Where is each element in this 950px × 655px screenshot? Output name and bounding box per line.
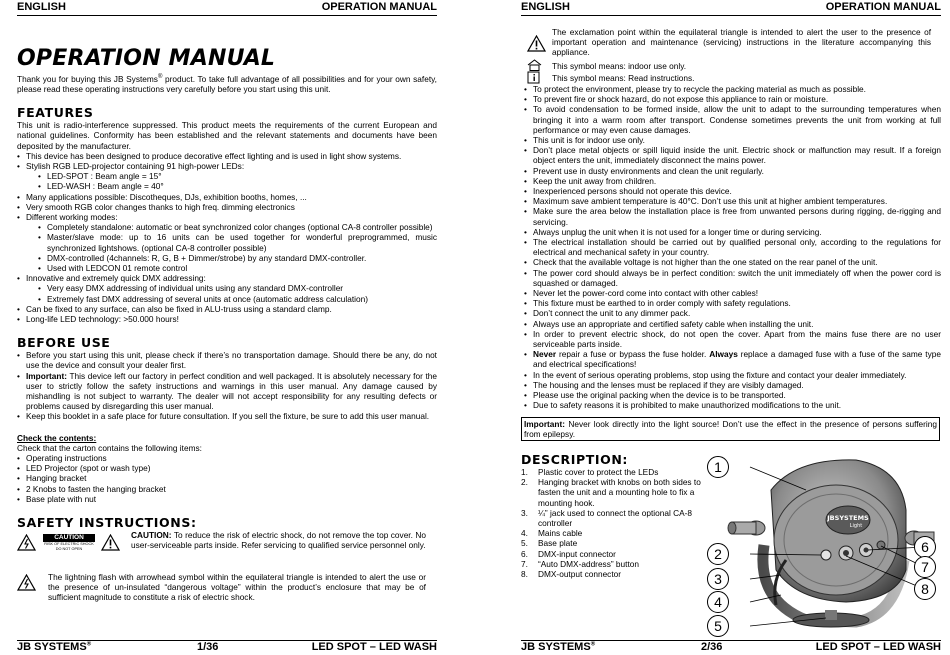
description-item: 6. DMX-input connector [521, 548, 616, 559]
list-item: • LED-SPOT : Beam angle = 15° [38, 171, 437, 181]
right-page [521, 0, 941, 654]
indoor-block [521, 59, 941, 71]
lightning-text: The lightning flash with arrowhead symbol within the equilateral triangle is intended to alert the use or the presence of un-insulated “dangerous voltage” within the product’s enclosure that may be of sufficient magnitude to constitute a risk of electric shock. [48, 572, 426, 603]
list-item: • To protect the environment, please try to recycle the packing material as much as possible. [524, 84, 941, 94]
read-block [521, 71, 941, 84]
read-text: This symbol means: Read instructions. [552, 73, 695, 83]
list-item: • Operating instructions [17, 453, 437, 463]
page-header [17, 1, 437, 15]
list-item: • Base plate with nut [17, 494, 437, 504]
features-intro: This unit is radio-interference suppressed. This product meets the requirements of the current European and national guidelines. Conformity has been established and the relevant statements and documents have been deposited by the manufacturer. [17, 120, 437, 151]
list-item: • Master/slave mode: up to 16 units can be used together for wonderful preprogrammed, music synchronized lightshows. (optional CA-8 controller possible) [38, 232, 437, 252]
callout-7: 7 [914, 556, 936, 578]
list-item: • The electrical installation should be carried out by qualified personal only, according to the regulations for electrical and mechanical safety in your country. [524, 237, 941, 257]
left-page [17, 0, 437, 654]
list-item: • Due to safety reasons it is prohibited to make unauthorized modifications to the unit. [524, 400, 941, 410]
callout-2: 2 [707, 543, 729, 565]
list-item: • Make sure the area below the installation place is free from unwanted persons during rigging, de-rigging and servicing. [524, 206, 941, 226]
safety-heading: SAFETY INSTRUCTIONS: [17, 515, 197, 531]
page-header [521, 1, 941, 15]
list-item: • To prevent fire or shock hazard, do not expose this appliance to rain or moisture. [524, 94, 941, 104]
list-item: • 2 Knobs to fasten the hanging bracket [17, 484, 437, 494]
features-heading: FEATURES [17, 105, 94, 121]
description-item: 1. Plastic cover to protect the LEDs [521, 467, 659, 477]
list-item: • This fixture must be earthed to in order comply with safety regulations. [524, 298, 941, 308]
footer-page-number: 2/36 [701, 641, 723, 653]
contents-intro: Check that the carton contains the following items: [17, 442, 202, 453]
list-item: • LED-WASH : Beam angle = 40° [38, 181, 437, 191]
description-item: 3. ¼” jack used to connect the optional CA-8 controller [521, 507, 693, 529]
list-item: • Important: This device left our factory in perfect condition and well packaged. It is absolutely necessary for the user to strictly follow the safety instructions and warnings in this user manual. Any damage caused by mishandling is not subject to warranty. The dealer will not accept responsibility for any resulting defects or problems caused by disregarding this user manual. [17, 371, 437, 412]
description-item: 5. Base plate [521, 538, 578, 549]
list-item: • Don’t place metal objects or spill liquid inside the unit. Electric shock or malfunction may result. If a foreign object enters the unit, immediately disconnect the mains power. [524, 145, 941, 165]
exclamation-text: The exclamation point within the equilateral triangle is intended to alert the user to the presence of important operation and maintenance (servicing) instructions in the literature accompanying this appliance. [552, 27, 931, 58]
contents-heading: Check the contents: [17, 432, 97, 443]
header-language: ENGLISH [521, 1, 570, 13]
list-item: • Maximum save ambient temperature is 40°C. Don’t use this unit at higher ambient temperatures. [524, 196, 941, 206]
contents-list [17, 453, 437, 504]
exclamation-warning-icon [527, 35, 546, 52]
page-title: OPERATION MANUAL [17, 46, 276, 71]
list-item: • Very smooth RGB color changes thanks to high freq. dimming electronics [17, 202, 437, 212]
list-item: • Please use the original packing when the device is to be transported. [524, 390, 941, 400]
caution-sub-1: RISK OF ELECTRIC SHOCK [44, 542, 94, 547]
list-item: • Before you start using this unit, please check if there’s no transportation damage. Should there be any, do not use the device and consult your dealer first. [17, 350, 437, 370]
caution-label-block [43, 534, 95, 551]
description-list [521, 467, 701, 579]
header-rule [521, 15, 941, 16]
intro-paragraph: Thank you for buying this JB Systems® product. To take full advantage of all possibilities and for your own safety, please read these operating instructions very carefully before you start using this unit. [17, 73, 437, 94]
list-item: • The housing and the lenses must be replaced if they are visibly damaged. [524, 380, 941, 390]
footer-page-number: 1/36 [197, 641, 219, 653]
product-illustration [726, 450, 946, 640]
list-item: • Never let the power-cord come into contact with other cables! [524, 288, 941, 298]
callout-3: 3 [707, 568, 729, 590]
lightning-warning-icon [17, 534, 36, 551]
list-item: • Always use an appropriate and certified safety cable when installing the unit. [524, 319, 941, 329]
list-item: • Always unplug the unit when it is not used for a longer time or during servicing. [524, 227, 941, 237]
list-item: • Can be fixed to any surface, can also be fixed in ALU-truss using a standard clamp. [17, 304, 437, 314]
list-item: • Keep the unit away from children. [524, 176, 941, 186]
description-item: 2. Hanging bracket with knobs on both sides to fasten the unit and a mounting hole to fix a mounting hook. [521, 477, 701, 508]
description-item: 7. “Auto DMX-address” button [521, 558, 639, 569]
footer-model: LED SPOT – LED WASH [311, 641, 437, 653]
header-title: OPERATION MANUAL [825, 1, 941, 13]
caution-sub-2: DO NOT OPEN [55, 546, 83, 551]
callout-4: 4 [707, 591, 729, 613]
features-list [17, 151, 437, 324]
header-language: ENGLISH [17, 1, 66, 13]
list-item: • Long-life LED technology: >50.000 hours! [17, 314, 437, 324]
list-item: • In the event of serious operating problems, stop using the fixture and contact your dealer immediately. [524, 370, 941, 380]
callout-8: 8 [914, 578, 936, 600]
caution-block [17, 530, 437, 572]
right-content [521, 27, 941, 411]
list-item: • Very easy DMX addressing of individual units using any standard DMX-controller [38, 283, 437, 293]
before-use-list [17, 350, 437, 421]
lightning-block [17, 572, 437, 603]
page-footer [17, 641, 437, 655]
caution-label: CAUTION [43, 534, 95, 542]
important-warning-box: Important: Never look directly into the light source! Don’t use the effect in the presence of persons suffering from epilepsy. [521, 417, 940, 441]
list-item: • Check that the available voltage is not higher than the one stated on the rear panel of the unit. [524, 257, 941, 267]
list-item: • Prevent use in dusty environments and clean the unit regularly. [524, 166, 941, 176]
list-item: • Keep this booklet in a safe place for future consultation. If you sell the fixture, be sure to add this user manual. [17, 411, 437, 421]
header-title: OPERATION MANUAL [321, 1, 437, 13]
description-item: 8. DMX-output connector [521, 569, 622, 580]
list-item: • This device has been designed to produce decorative effect lighting and is used in light show systems. [17, 151, 437, 161]
footer-model: LED SPOT – LED WASH [815, 641, 941, 653]
list-item: • This unit is for indoor use only. [524, 135, 941, 145]
list-item: • Different working modes: • Completely standalone: automatic or beat synchronized color changes (optional CA-8 controller possible) • Master/slave mode: up to 16 units can be used together for wonderful preprogrammed, music synchronized lightshows. (optional CA-8 controller possible) • DMX-controlled (4channels: R, G, B + Dimmer/strobe) by any standard DMX-controller. • Used with LEDCON 01 remote control [17, 212, 437, 273]
list-item: • Inexperienced persons should not operate this device. [524, 186, 941, 196]
list-item: • The power cord should always be in perfect condition: switch the unit immediately off when the power cord is squashed or damaged. [524, 268, 941, 288]
list-item: • DMX-controlled (4channels: R, G, B + Dimmer/strobe) by any standard DMX-controller. [38, 253, 437, 263]
exclamation-warning-icon [101, 534, 120, 551]
caution-text: CAUTION: To reduce the risk of electric shock, do not remove the top cover. No user-serviceable parts inside. Refer servicing to qualified service personnel only. [131, 530, 426, 551]
read-instructions-icon [527, 71, 542, 84]
description-heading: DESCRIPTION: [521, 452, 628, 467]
list-item: • Used with LEDCON 01 remote control [38, 263, 437, 273]
list-item: • Hanging bracket [17, 473, 437, 483]
house-icon [527, 59, 542, 71]
list-item: • LED Projector (spot or wash type) [17, 463, 437, 473]
footer-brand: JB SYSTEMS® [521, 641, 596, 653]
safety-list [521, 84, 941, 411]
list-item: • Innovative and extremely quick DMX addressing: • Very easy DMX addressing of individual units using any standard DMX-controller • Extremely fast DMX addressing of several units at once (automatic address calculation) [17, 273, 437, 304]
list-item: • Extremely fast DMX addressing of several units at once (automatic address calculation) [38, 294, 437, 304]
footer-brand: JB SYSTEMS® [17, 641, 92, 653]
list-item: • Completely standalone: automatic or beat synchronized color changes (optional CA-8 controller possible) [38, 222, 437, 232]
header-rule [17, 15, 437, 16]
exclamation-block [521, 27, 941, 59]
callout-1: 1 [707, 456, 729, 478]
description-section [521, 452, 701, 579]
list-item: • In order to prevent electric shock, do not open the cover. Apart from the mains fuse there are no user serviceable parts inside. [524, 329, 941, 349]
logo-subtext: Light [849, 523, 863, 529]
logo-text: JBSYSTEMS [827, 514, 869, 522]
list-item: • To avoid condensation to be formed inside, allow the unit to adapt to the surrounding temperatures when bringing it into a warm room after transport. Condense sometimes prevents the unit from working at full performance or may even cause damages. [524, 104, 941, 135]
page-footer [521, 641, 941, 655]
list-item: • Don’t connect the unit to any dimmer pack. [524, 308, 941, 318]
callout-6: 6 [914, 536, 936, 558]
list-item: • Many applications possible: Discotheques, DJs, exhibition booths, homes, ... [17, 192, 437, 202]
indoor-text: This symbol means: indoor use only. [552, 61, 687, 71]
description-item: 4. Mains cable [521, 528, 583, 539]
list-item: • Never repair a fuse or bypass the fuse holder. Always replace a damaged fuse with a fuse of the same type and electrical specifications! [524, 349, 941, 369]
lightning-warning-icon [17, 574, 36, 591]
callout-5: 5 [707, 615, 729, 637]
list-item: • Stylish RGB LED-projector containing 91 high-power LEDs: • LED-SPOT : Beam angle = 15° • LED-WASH : Beam angle = 40° [17, 161, 437, 192]
left-content [17, 46, 437, 603]
before-use-heading: BEFORE USE [17, 335, 111, 351]
